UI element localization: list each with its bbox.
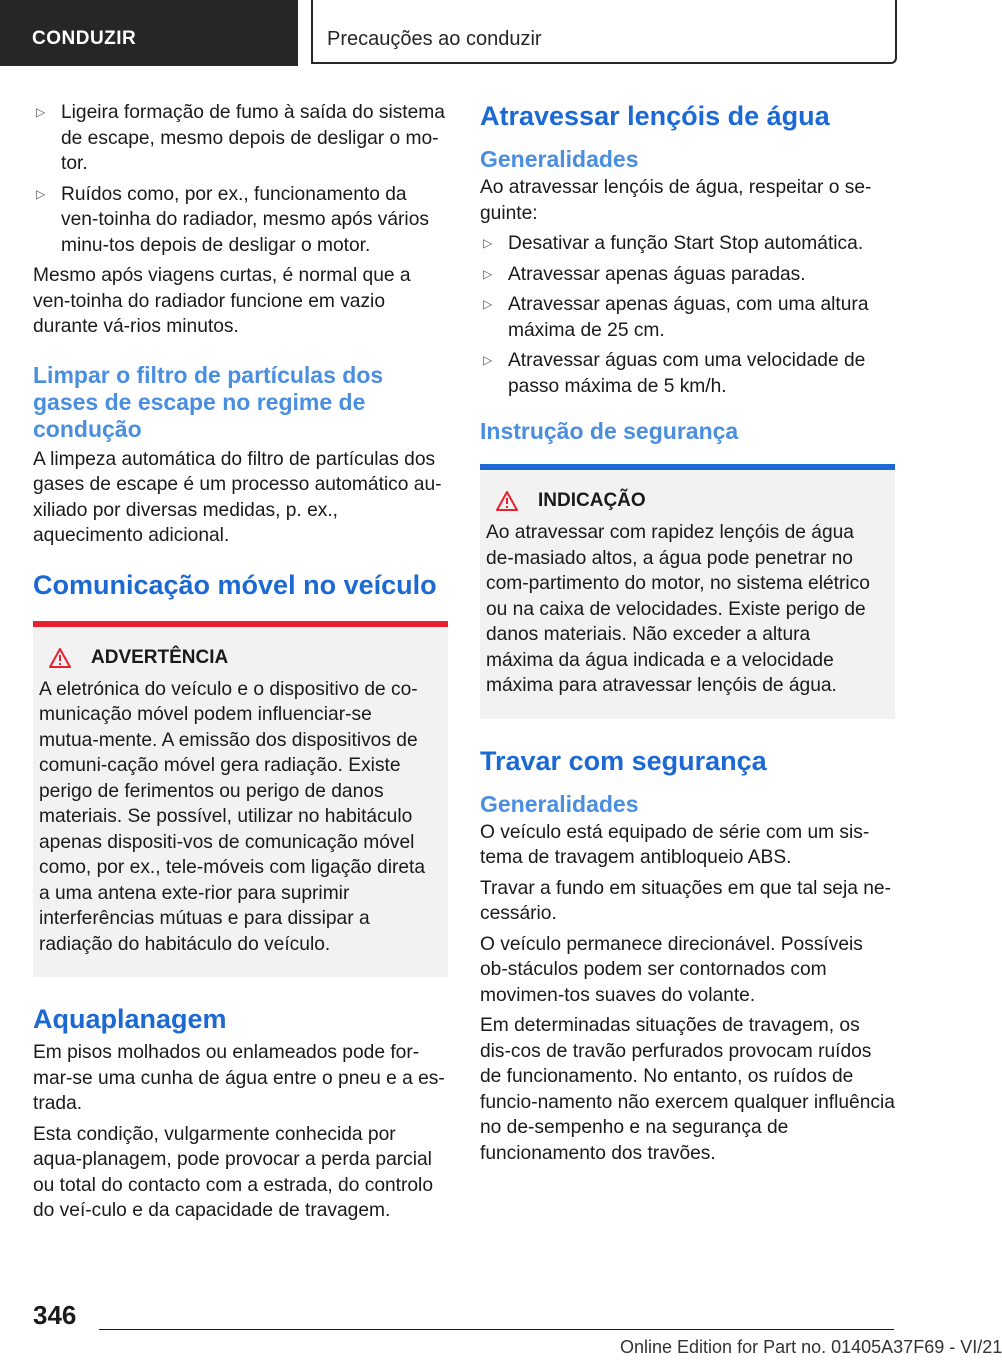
warning-title: ADVERTÊNCIA <box>91 646 229 668</box>
warning-header <box>39 647 434 669</box>
paragraph: Ao atravessar lençóis de água, respeitar o se-guinte: <box>480 177 872 224</box>
list-item: ▷ Desativar a função Start Stop automática. <box>480 231 895 257</box>
heading-filter: Limpar o filtro de partículas dos gases de escape no regime de condução <box>33 361 384 442</box>
bullet-triangle-icon: ▷ <box>483 236 493 250</box>
section-tab <box>0 0 298 66</box>
page-header <box>0 0 960 66</box>
paragraph: Em determinadas situações de travagem, os dis-cos de travão perfurados provocam ruídos de funcionamento. No entanto, os ruídos de funcio-namento não exercem qualquer influência no de-sempenho e na segurança de funcionamento dos travões. <box>480 1015 895 1164</box>
note-text: Ao atravessar com rapidez lençóis de água de-masiado altos, a água pode penetrar no com-partimento do motor, no sistema elétrico ou na caixa de velocidades. Existe perigo de danos materiais. Não exceder a altura máxima da água indicada e a velocidade máxima para atravessar lençóis de água. <box>486 522 870 696</box>
page-number: 346 <box>33 1300 77 1330</box>
paragraph: Travar a fundo em situações em que tal seja ne-cessário. <box>480 877 891 924</box>
bullet-triangle-icon: ▷ <box>483 353 493 367</box>
warning-text: A eletrónica do veículo e o dispositivo de co-municação móvel podem influenciar-se mutua-mente. A emissão dos dispositivos de comuni-cação móvel gera radiação. Existe perigo de ferimentos ou perigo de danos materiais. Se possível, utilizar no habitáculo apenas dispositi-vos de comunicação móvel como, por ex., tele-móveis com ligação direta a uma antena exte-rior para suprimir interferências mútuas e para dissipar a radiação do habitáculo do veículo. <box>39 678 426 955</box>
heading-water: Atravessar lençóis de água <box>480 101 830 131</box>
note-box <box>480 464 895 719</box>
section-title: CONDUZIR <box>32 28 137 49</box>
paragraph: Em pisos molhados ou enlameados pode for-mar-se uma cunha de água entre o pneu e a es-trada. <box>33 1042 445 1114</box>
right-column <box>480 100 895 1171</box>
warning-box <box>33 621 448 978</box>
heading-aquaplaning: Aquaplanagem <box>33 1004 227 1034</box>
heading-braking: Travar com segurança <box>480 745 767 776</box>
topic-tab <box>311 0 897 64</box>
heading-general: Generalidades <box>480 146 639 172</box>
topic-title: Precauções ao conduzir <box>327 28 542 50</box>
list-item: ▷ Atravessar apenas águas paradas. <box>480 262 895 288</box>
paragraph: Mesmo após viagens curtas, é normal que a ven-toinha do radiador funcione em vazio durante vá-rios minutos. <box>33 265 411 337</box>
warning-triangle-icon <box>49 648 71 668</box>
left-column <box>33 100 448 1229</box>
edition-note: Online Edition for Part no. 01405A37F69 - VI/21 <box>620 1337 1002 1357</box>
note-title: INDICAÇÃO <box>538 490 646 511</box>
paragraph: A limpeza automática do filtro de partículas dos gases de escape é um processo automático au-xiliado por diversas medidas, p. ex., aquecimento adicional. <box>33 448 442 546</box>
heading-mobile: Comunicação móvel no veículo <box>33 569 437 600</box>
list-item: ▷ Atravessar apenas águas, com uma altura máxima de 25 cm. <box>483 294 869 341</box>
note-header <box>486 490 881 512</box>
list-item: ▷ Ruídos como, por ex., funcionamento da ven-toinha do radiador, mesmo após vários minu-tos depois de desligar o motor. <box>36 183 429 256</box>
bullet-triangle-icon: ▷ <box>483 266 493 281</box>
list-item: ▷ Ligeira formação de fumo à saída do sistema de escape, mesmo depois de desligar o mo-tor. <box>36 102 445 174</box>
bullet-triangle-icon: ▷ <box>483 297 493 311</box>
bullet-triangle-icon: ▷ <box>36 186 46 201</box>
footer-divider <box>99 1329 894 1330</box>
paragraph: O veículo permanece direcionável. Possíveis ob-stáculos podem ser contornados com movimen-tos suaves do volante. <box>480 933 863 1006</box>
paragraph: Esta condição, vulgarmente conhecida por aqua-planagem, pode provocar a perda parcial ou total do contacto com a estrada, do controlo do veí-culo e da capacidade de travagem. <box>33 1123 433 1221</box>
heading-general: Generalidades <box>480 790 639 817</box>
paragraph: O veículo está equipado de série com um sis-tema de travagem antibloqueio ABS. <box>480 821 870 868</box>
heading-safety: Instrução de segurança <box>480 418 739 444</box>
bullet-triangle-icon: ▷ <box>36 105 46 119</box>
list-item: ▷ Atravessar águas com uma velocidade de passo máxima de 5 km/h. <box>483 350 866 397</box>
warning-triangle-icon <box>496 491 518 511</box>
